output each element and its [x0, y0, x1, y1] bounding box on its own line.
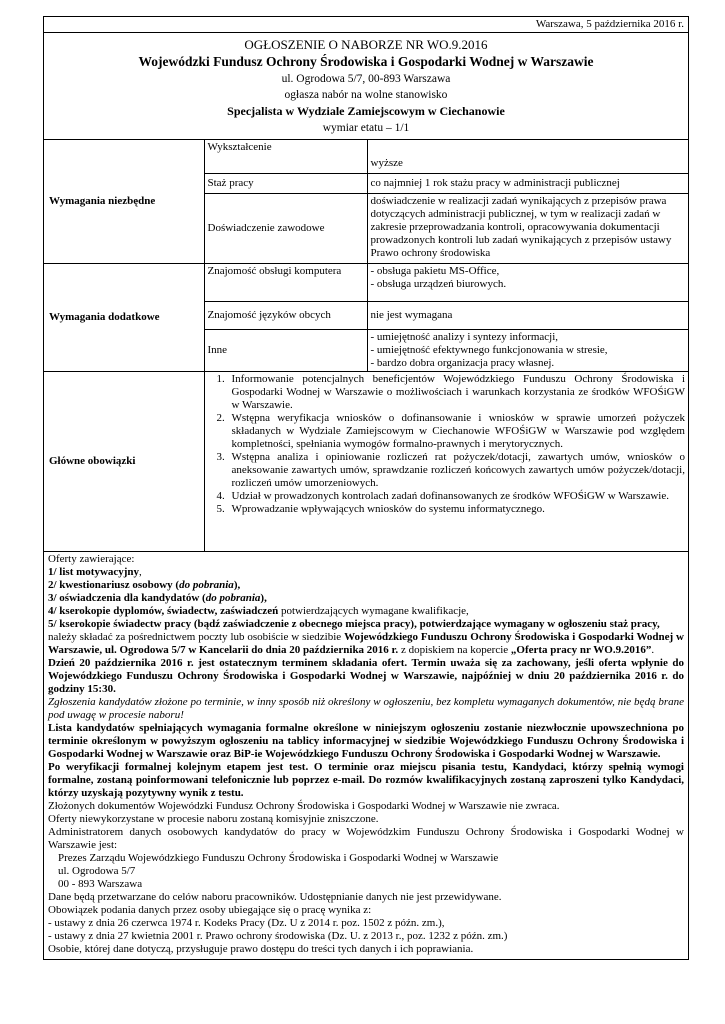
offers-intro: Oferty zawierające:	[48, 552, 135, 565]
row-value: doświadczenie w realizacji zadań wynikających z przepisów prawa dotyczących administracji publicznej, w tym w realizacji zadań w zakresie przeprowadzania kontroli, opracowywania dokumentacji prowadzonych kontroli lub zadań wynikających z przepisów ustawy Prawo ochrony środowiska	[367, 193, 688, 263]
obligation-note: Obowiązek podania danych przez osoby ubiegające się o pracę wynika z:	[48, 903, 372, 916]
requirements-table	[44, 140, 688, 552]
row-value: nie jest wymagana	[367, 301, 688, 329]
doc-item: 3/ oświadczenia dla kandydatów (do pobrania),	[48, 591, 267, 604]
section-label-additional: Wymagania dodatkowe	[44, 263, 204, 371]
row-label: Wykształcenie	[204, 140, 367, 173]
list-item: 4. Udział w prowadzonych kontrolach zadań dofinansowanych ze środków WFOŚiGW w Warszawie.	[228, 490, 686, 503]
deadline-note: Dzień 20 października 2016 r. jest ostatecznym terminem składania ofert. Termin uważa się za zachowany, jeśli oferta wpłynie do Wojewódzkiego Funduszu Ochrony Środowiska i Gospodarki Wodnej w Warszawie, najpóźniej w dniu 20 października 2016 r. do godziny 15:30.	[48, 656, 684, 695]
list-item: 3. Wstępna analiza i opiniowanie rozliczeń rat pożyczek/dotacji, zawartych umów, wniosków o aneksowanie zawartych umów, sprawdzanie rozliczeń końcowych zawartych umów pożyczek/dotacji, rozliczeń umów umorzeniowych.	[228, 451, 686, 490]
table-row	[44, 371, 688, 551]
row-label: Znajomość obsługi komputera	[204, 263, 367, 301]
row-value: co najmniej 1 rok stażu pracy w administracji publicznej	[367, 173, 688, 193]
admin-intro: Administratorem danych osobowych kandydatów do pracy w Wojewódzkim Funduszu Ochrony Środowiska i Gospodarki Wodnej w Warszawie jest:	[48, 825, 684, 851]
doc-item: 4/ kserokopie dyplomów, świadectw, zaświadczeń potwierdzających wymagane kwalifikacje,	[48, 604, 469, 617]
date-line: Warszawa, 5 października 2016 r.	[44, 17, 688, 33]
position-title: Specjalista w Wydziale Zamiejscowym w Ciechanowie	[227, 104, 505, 118]
late-submission-note: Zgłoszenia kandydatów złożone po terminie, w inny sposób niż określony w ogłoszeniu, bez kompletu wymaganych dokumentów, nie będą brane pod uwagę w procesie naboru!	[48, 695, 684, 721]
row-label: Doświadczenie zawodowe	[204, 193, 367, 263]
table-row	[44, 263, 688, 301]
section-label-duties: Główne obowiązki	[44, 371, 204, 551]
list-item: 1. Informowanie potencjalnych beneficjentów Wojewódzkiego Funduszu Ochrony Środowiska i Gospodarki Wodnej w Warszawie o możliwościach i warunkach korzystania ze środków WFOŚiGW w Warszawie.	[228, 373, 686, 412]
row-value: - obsługa pakietu MS-Office, - obsługa urządzeń biurowych.	[367, 263, 688, 301]
processing-note: Dane będą przetwarzane do celów naboru pracowników. Udostępnianie danych nie jest przewidywane.	[48, 890, 502, 903]
announcement-document	[43, 16, 689, 960]
admin-line: Prezes Zarządu Wojewódzkiego Funduszu Ochrony Środowiska i Gospodarki Wodnej w Warszawie	[58, 851, 499, 864]
admin-line: 00 - 893 Warszawa	[58, 877, 143, 890]
rights-note: Osobie, której dane dotyczą, przysługuje prawo dostępu do treści tych danych i ich poprawiania.	[48, 942, 474, 955]
announcement-title: OGŁOSZENIE O NABORZE NR WO.9.2016	[244, 37, 488, 52]
no-return-note: Złożonych dokumentów Wojewódzki Fundusz Ochrony Środowiska i Gospodarki Wodnej w Warszawie nie zwraca.	[48, 799, 560, 812]
list-item: 5. Wprowadzanie wpływających wniosków do systemu informatycznego.	[228, 503, 686, 516]
doc-item: 1/ list motywacyjny,	[48, 565, 142, 578]
organization-name: Wojewódzki Fundusz Ochrony Środowiska i Gospodarki Wodnej w Warszawie	[138, 54, 594, 69]
doc-item: 2/ kwestionariusz osobowy (do pobrania),	[48, 578, 241, 591]
download-link[interactable]: do pobrania	[179, 578, 234, 591]
destroyed-note: Oferty niewykorzystane w procesie naboru zostaną komisyjnie zniszczone.	[48, 812, 379, 825]
organization-address: ul. Ogrodowa 5/7, 00-893 Warszawa	[281, 73, 451, 85]
test-note: Po weryfikacji formalnej kolejnym etapem jest test. O terminie oraz miejscu pisania testu, Kandydaci, którzy spełnią wymogi formalne, zostaną poinformowani telefonicznie lub poprzez e-mail. Do rozmów kwalifikacyjnych zostaną zaproszeni tylko Kandydaci, którzy uzyskają pozytywny wynik z testu.	[48, 760, 684, 799]
duties-list	[208, 373, 686, 516]
row-value: - umiejętność analizy i syntezy informacji, - umiejętność efektywnego funkcjonowania w stresie, - bardzo dobra organizacja pracy własnej.	[367, 329, 688, 371]
row-label: Znajomość języków obcych	[204, 301, 367, 329]
announces-line: ogłasza nabór na wolne stanowisko	[284, 89, 448, 101]
list-item: 2. Wstępna weryfikacja wniosków o dofinansowanie i wniosków w sprawie umorzeń pożyczek składanych w Wydziale Zamiejscowym w Ciechanowie WFOŚiGW w Warszawie pod względem kompletności, spełniania wymogów formalno-prawnych i merytorycznych.	[228, 412, 686, 451]
row-value: wyższe	[367, 140, 688, 173]
submission-instructions: należy składać za pośrednictwem poczty lub osobiście w siedzibie Wojewódzkiego Funduszu Ochrony Środowiska i Gospodarki Wodnej w Warszawie, ul. Ogrodowa 5/7 w Kancelarii do dnia 20 października 2016 r. z dopiskiem na kopercie „Oferta pracy nr WO.9.2016”.	[48, 630, 685, 656]
section-label-required: Wymagania niezbędne	[44, 140, 204, 263]
duties-list-cell	[204, 371, 688, 551]
header-block	[44, 33, 688, 140]
download-link[interactable]: do pobrania	[205, 591, 261, 604]
fte-line: wymiar etatu – 1/1	[322, 122, 410, 134]
row-label: Inne	[204, 329, 367, 371]
law-line: - ustawy z dnia 26 czerwca 1974 r. Kodeks Pracy (Dz. U z 2014 r. poz. 1502 z późn. zm.),	[48, 916, 445, 929]
table-row	[44, 140, 688, 173]
law-line: - ustawy z dnia 27 kwietnia 2001 r. Prawo ochrony środowiska (Dz. U. z 2013 r., poz. 1232 z późn. zm.)	[48, 929, 508, 942]
row-label: Staż pracy	[204, 173, 367, 193]
offers-section	[44, 552, 688, 959]
doc-item: 5/ kserokopie świadectw pracy (bądź zaświadczenie z obecnego miejsca pracy), potwierdzające wymagany w ogłoszeniu staż pracy,	[48, 617, 660, 630]
admin-line: ul. Ogrodowa 5/7	[58, 864, 136, 877]
candidate-list-note: Lista kandydatów spełniających wymagania formalne określone w niniejszym ogłoszeniu zostanie niezwłocznie upowszechniona po terminie określonym w powyższym ogłoszeniu na tablicy informacyjnej w siedzibie Wojewódzkiego Funduszu Ochrony Środowiska i Gospodarki Wodnej w Warszawie oraz BiP-ie Wojewódzkiego Funduszu Ochrony Środowiska i Gospodarki Wodnej w Warszawie.	[48, 721, 684, 760]
